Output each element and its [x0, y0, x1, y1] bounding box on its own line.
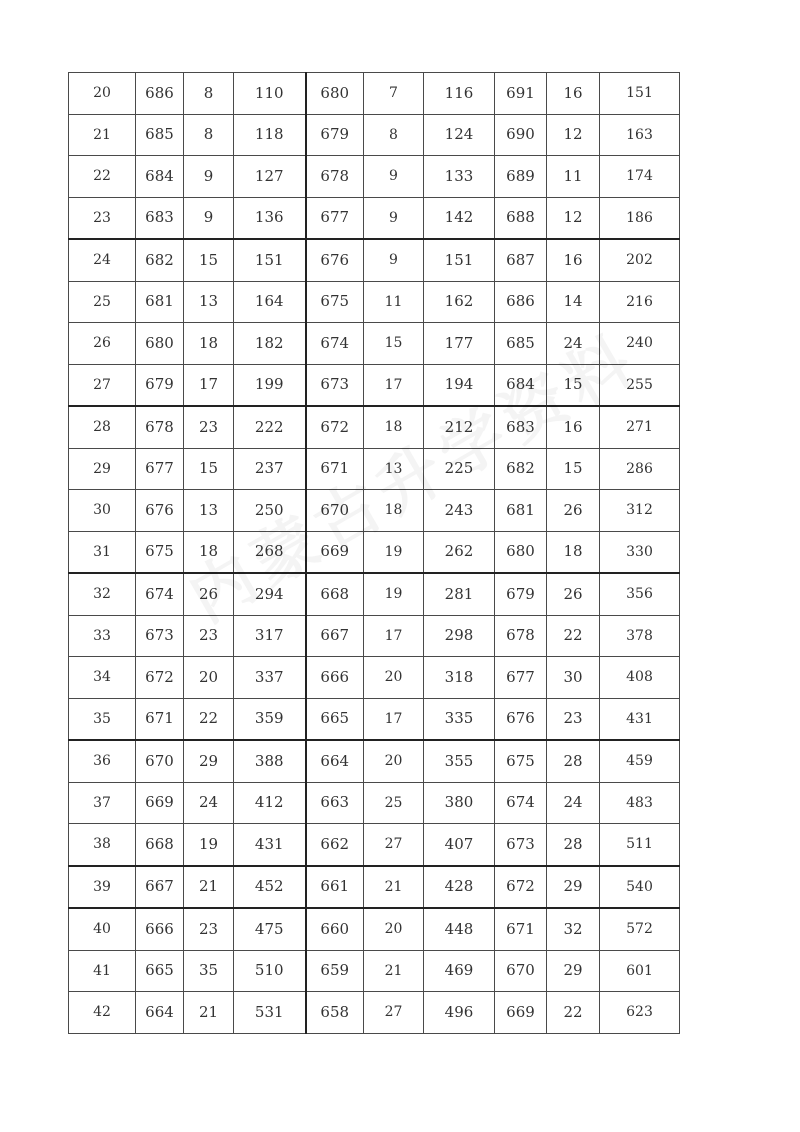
score-b-cell: 670 [306, 490, 364, 532]
count-c-cell: 29 [547, 950, 600, 992]
count-b-cell: 20 [364, 657, 424, 699]
cumulative-a-cell: 199 [234, 364, 306, 406]
cumulative-c-cell: 540 [600, 866, 680, 909]
count-c-cell: 16 [547, 406, 600, 448]
cumulative-b-cell: 298 [424, 615, 495, 657]
cumulative-a-cell: 388 [234, 740, 306, 782]
rank-cell: 32 [69, 573, 136, 615]
cumulative-b-cell: 243 [424, 490, 495, 532]
cumulative-a-cell: 110 [234, 73, 306, 115]
count-c-cell: 12 [547, 114, 600, 156]
score-a-cell: 666 [136, 908, 184, 950]
count-a-cell: 21 [184, 866, 234, 909]
table-row [69, 156, 680, 198]
cumulative-c-cell: 378 [600, 615, 680, 657]
cumulative-b-cell: 151 [424, 239, 495, 281]
count-c-cell: 26 [547, 490, 600, 532]
rank-cell: 38 [69, 824, 136, 866]
cumulative-c-cell: 601 [600, 950, 680, 992]
table-row [69, 740, 680, 782]
count-a-cell: 23 [184, 908, 234, 950]
cumulative-b-cell: 194 [424, 364, 495, 406]
rank-cell: 39 [69, 866, 136, 909]
count-a-cell: 9 [184, 156, 234, 198]
table-row [69, 615, 680, 657]
cumulative-b-cell: 318 [424, 657, 495, 699]
count-c-cell: 24 [547, 782, 600, 824]
rank-cell: 35 [69, 698, 136, 740]
rank-cell: 25 [69, 281, 136, 323]
cumulative-a-cell: 136 [234, 197, 306, 239]
cumulative-c-cell: 431 [600, 698, 680, 740]
score-b-cell: 679 [306, 114, 364, 156]
cumulative-a-cell: 151 [234, 239, 306, 281]
cumulative-a-cell: 127 [234, 156, 306, 198]
count-c-cell: 22 [547, 615, 600, 657]
score-b-cell: 667 [306, 615, 364, 657]
table-row [69, 782, 680, 824]
cumulative-b-cell: 380 [424, 782, 495, 824]
score-a-cell: 685 [136, 114, 184, 156]
count-b-cell: 25 [364, 782, 424, 824]
score-c-cell: 672 [495, 866, 547, 909]
cumulative-a-cell: 452 [234, 866, 306, 909]
count-a-cell: 21 [184, 992, 234, 1034]
score-a-cell: 673 [136, 615, 184, 657]
cumulative-b-cell: 177 [424, 323, 495, 365]
score-b-cell: 675 [306, 281, 364, 323]
count-a-cell: 17 [184, 364, 234, 406]
cumulative-a-cell: 412 [234, 782, 306, 824]
score-a-cell: 680 [136, 323, 184, 365]
score-c-cell: 674 [495, 782, 547, 824]
cumulative-b-cell: 116 [424, 73, 495, 115]
score-a-cell: 684 [136, 156, 184, 198]
cumulative-b-cell: 162 [424, 281, 495, 323]
score-a-cell: 686 [136, 73, 184, 115]
score-b-cell: 671 [306, 448, 364, 490]
count-b-cell: 27 [364, 824, 424, 866]
cumulative-b-cell: 124 [424, 114, 495, 156]
count-b-cell: 9 [364, 197, 424, 239]
count-a-cell: 23 [184, 615, 234, 657]
cumulative-a-cell: 182 [234, 323, 306, 365]
score-c-cell: 676 [495, 698, 547, 740]
count-c-cell: 16 [547, 73, 600, 115]
count-b-cell: 17 [364, 615, 424, 657]
count-a-cell: 9 [184, 197, 234, 239]
cumulative-c-cell: 356 [600, 573, 680, 615]
count-c-cell: 22 [547, 992, 600, 1034]
score-a-cell: 664 [136, 992, 184, 1034]
score-b-cell: 672 [306, 406, 364, 448]
count-b-cell: 21 [364, 950, 424, 992]
cumulative-b-cell: 496 [424, 992, 495, 1034]
score-b-cell: 680 [306, 73, 364, 115]
cumulative-b-cell: 133 [424, 156, 495, 198]
cumulative-a-cell: 268 [234, 531, 306, 573]
rank-cell: 41 [69, 950, 136, 992]
table-row [69, 114, 680, 156]
count-b-cell: 13 [364, 448, 424, 490]
score-distribution-table [68, 72, 680, 1034]
score-c-cell: 677 [495, 657, 547, 699]
score-b-cell: 678 [306, 156, 364, 198]
count-a-cell: 23 [184, 406, 234, 448]
score-b-cell: 661 [306, 866, 364, 909]
count-b-cell: 18 [364, 406, 424, 448]
score-c-cell: 682 [495, 448, 547, 490]
rank-cell: 30 [69, 490, 136, 532]
count-b-cell: 17 [364, 698, 424, 740]
count-a-cell: 15 [184, 239, 234, 281]
count-a-cell: 15 [184, 448, 234, 490]
rank-cell: 31 [69, 531, 136, 573]
table-row [69, 698, 680, 740]
cumulative-b-cell: 407 [424, 824, 495, 866]
table-row [69, 992, 680, 1034]
count-a-cell: 18 [184, 531, 234, 573]
cumulative-b-cell: 212 [424, 406, 495, 448]
count-c-cell: 11 [547, 156, 600, 198]
table-row [69, 531, 680, 573]
rank-cell: 26 [69, 323, 136, 365]
rank-cell: 37 [69, 782, 136, 824]
score-c-cell: 688 [495, 197, 547, 239]
table-row [69, 657, 680, 699]
cumulative-b-cell: 469 [424, 950, 495, 992]
count-a-cell: 35 [184, 950, 234, 992]
cumulative-b-cell: 262 [424, 531, 495, 573]
score-a-cell: 681 [136, 281, 184, 323]
table-row [69, 824, 680, 866]
count-c-cell: 15 [547, 448, 600, 490]
score-b-cell: 676 [306, 239, 364, 281]
count-b-cell: 21 [364, 866, 424, 909]
cumulative-b-cell: 428 [424, 866, 495, 909]
count-a-cell: 19 [184, 824, 234, 866]
score-b-cell: 658 [306, 992, 364, 1034]
cumulative-b-cell: 355 [424, 740, 495, 782]
score-b-cell: 669 [306, 531, 364, 573]
score-b-cell: 665 [306, 698, 364, 740]
count-b-cell: 7 [364, 73, 424, 115]
count-c-cell: 15 [547, 364, 600, 406]
score-a-cell: 674 [136, 573, 184, 615]
cumulative-a-cell: 337 [234, 657, 306, 699]
cumulative-b-cell: 281 [424, 573, 495, 615]
score-c-cell: 673 [495, 824, 547, 866]
count-b-cell: 19 [364, 573, 424, 615]
rank-cell: 23 [69, 197, 136, 239]
score-a-cell: 672 [136, 657, 184, 699]
table-row [69, 197, 680, 239]
count-a-cell: 24 [184, 782, 234, 824]
table-row [69, 908, 680, 950]
count-b-cell: 20 [364, 740, 424, 782]
cumulative-a-cell: 237 [234, 448, 306, 490]
cumulative-b-cell: 142 [424, 197, 495, 239]
cumulative-c-cell: 459 [600, 740, 680, 782]
cumulative-a-cell: 531 [234, 992, 306, 1034]
count-a-cell: 18 [184, 323, 234, 365]
cumulative-a-cell: 250 [234, 490, 306, 532]
count-c-cell: 24 [547, 323, 600, 365]
count-b-cell: 17 [364, 364, 424, 406]
count-a-cell: 8 [184, 73, 234, 115]
score-a-cell: 675 [136, 531, 184, 573]
count-c-cell: 26 [547, 573, 600, 615]
count-c-cell: 28 [547, 824, 600, 866]
count-c-cell: 18 [547, 531, 600, 573]
cumulative-c-cell: 286 [600, 448, 680, 490]
cumulative-c-cell: 408 [600, 657, 680, 699]
rank-cell: 34 [69, 657, 136, 699]
score-a-cell: 670 [136, 740, 184, 782]
rank-cell: 22 [69, 156, 136, 198]
count-b-cell: 18 [364, 490, 424, 532]
score-c-cell: 690 [495, 114, 547, 156]
score-a-cell: 668 [136, 824, 184, 866]
rank-cell: 40 [69, 908, 136, 950]
score-c-cell: 678 [495, 615, 547, 657]
cumulative-a-cell: 164 [234, 281, 306, 323]
score-b-cell: 663 [306, 782, 364, 824]
score-a-cell: 671 [136, 698, 184, 740]
cumulative-b-cell: 448 [424, 908, 495, 950]
cumulative-a-cell: 118 [234, 114, 306, 156]
count-b-cell: 8 [364, 114, 424, 156]
table-row [69, 281, 680, 323]
table-row [69, 239, 680, 281]
score-c-cell: 689 [495, 156, 547, 198]
score-a-cell: 667 [136, 866, 184, 909]
cumulative-b-cell: 335 [424, 698, 495, 740]
score-c-cell: 675 [495, 740, 547, 782]
score-c-cell: 684 [495, 364, 547, 406]
rank-cell: 27 [69, 364, 136, 406]
rank-cell: 24 [69, 239, 136, 281]
score-a-cell: 677 [136, 448, 184, 490]
count-c-cell: 23 [547, 698, 600, 740]
rank-cell: 28 [69, 406, 136, 448]
count-a-cell: 22 [184, 698, 234, 740]
rank-cell: 20 [69, 73, 136, 115]
cumulative-c-cell: 255 [600, 364, 680, 406]
score-b-cell: 673 [306, 364, 364, 406]
score-a-cell: 676 [136, 490, 184, 532]
count-c-cell: 12 [547, 197, 600, 239]
count-c-cell: 28 [547, 740, 600, 782]
count-b-cell: 9 [364, 239, 424, 281]
count-b-cell: 27 [364, 992, 424, 1034]
cumulative-c-cell: 186 [600, 197, 680, 239]
table-row [69, 950, 680, 992]
rank-cell: 33 [69, 615, 136, 657]
cumulative-a-cell: 222 [234, 406, 306, 448]
cumulative-c-cell: 483 [600, 782, 680, 824]
count-c-cell: 32 [547, 908, 600, 950]
count-c-cell: 29 [547, 866, 600, 909]
score-b-cell: 674 [306, 323, 364, 365]
score-b-cell: 668 [306, 573, 364, 615]
cumulative-a-cell: 359 [234, 698, 306, 740]
cumulative-b-cell: 225 [424, 448, 495, 490]
cumulative-c-cell: 151 [600, 73, 680, 115]
cumulative-a-cell: 475 [234, 908, 306, 950]
count-b-cell: 19 [364, 531, 424, 573]
table-row [69, 448, 680, 490]
score-c-cell: 686 [495, 281, 547, 323]
rank-cell: 42 [69, 992, 136, 1034]
score-c-cell: 685 [495, 323, 547, 365]
cumulative-c-cell: 216 [600, 281, 680, 323]
score-b-cell: 664 [306, 740, 364, 782]
score-c-cell: 670 [495, 950, 547, 992]
rank-cell: 21 [69, 114, 136, 156]
cumulative-a-cell: 431 [234, 824, 306, 866]
score-c-cell: 681 [495, 490, 547, 532]
cumulative-a-cell: 317 [234, 615, 306, 657]
count-c-cell: 16 [547, 239, 600, 281]
score-b-cell: 660 [306, 908, 364, 950]
table-body [69, 73, 680, 1034]
count-a-cell: 13 [184, 281, 234, 323]
score-c-cell: 683 [495, 406, 547, 448]
count-a-cell: 26 [184, 573, 234, 615]
score-a-cell: 682 [136, 239, 184, 281]
cumulative-c-cell: 174 [600, 156, 680, 198]
cumulative-c-cell: 623 [600, 992, 680, 1034]
score-a-cell: 678 [136, 406, 184, 448]
cumulative-a-cell: 510 [234, 950, 306, 992]
count-a-cell: 8 [184, 114, 234, 156]
count-b-cell: 11 [364, 281, 424, 323]
count-b-cell: 9 [364, 156, 424, 198]
count-a-cell: 20 [184, 657, 234, 699]
score-a-cell: 679 [136, 364, 184, 406]
count-a-cell: 29 [184, 740, 234, 782]
score-c-cell: 687 [495, 239, 547, 281]
cumulative-c-cell: 312 [600, 490, 680, 532]
table-row [69, 573, 680, 615]
count-b-cell: 15 [364, 323, 424, 365]
table-row [69, 364, 680, 406]
score-b-cell: 659 [306, 950, 364, 992]
score-b-cell: 677 [306, 197, 364, 239]
score-a-cell: 665 [136, 950, 184, 992]
score-c-cell: 680 [495, 531, 547, 573]
rank-cell: 29 [69, 448, 136, 490]
score-c-cell: 691 [495, 73, 547, 115]
cumulative-c-cell: 330 [600, 531, 680, 573]
cumulative-a-cell: 294 [234, 573, 306, 615]
table-row [69, 406, 680, 448]
score-c-cell: 679 [495, 573, 547, 615]
cumulative-c-cell: 163 [600, 114, 680, 156]
cumulative-c-cell: 202 [600, 239, 680, 281]
count-b-cell: 20 [364, 908, 424, 950]
table-row [69, 490, 680, 532]
table-row [69, 73, 680, 115]
table-row [69, 866, 680, 909]
count-a-cell: 13 [184, 490, 234, 532]
score-b-cell: 666 [306, 657, 364, 699]
count-c-cell: 14 [547, 281, 600, 323]
score-a-cell: 669 [136, 782, 184, 824]
score-a-cell: 683 [136, 197, 184, 239]
cumulative-c-cell: 572 [600, 908, 680, 950]
table-row [69, 323, 680, 365]
rank-cell: 36 [69, 740, 136, 782]
score-c-cell: 671 [495, 908, 547, 950]
cumulative-c-cell: 511 [600, 824, 680, 866]
score-c-cell: 669 [495, 992, 547, 1034]
cumulative-c-cell: 271 [600, 406, 680, 448]
cumulative-c-cell: 240 [600, 323, 680, 365]
count-c-cell: 30 [547, 657, 600, 699]
score-b-cell: 662 [306, 824, 364, 866]
